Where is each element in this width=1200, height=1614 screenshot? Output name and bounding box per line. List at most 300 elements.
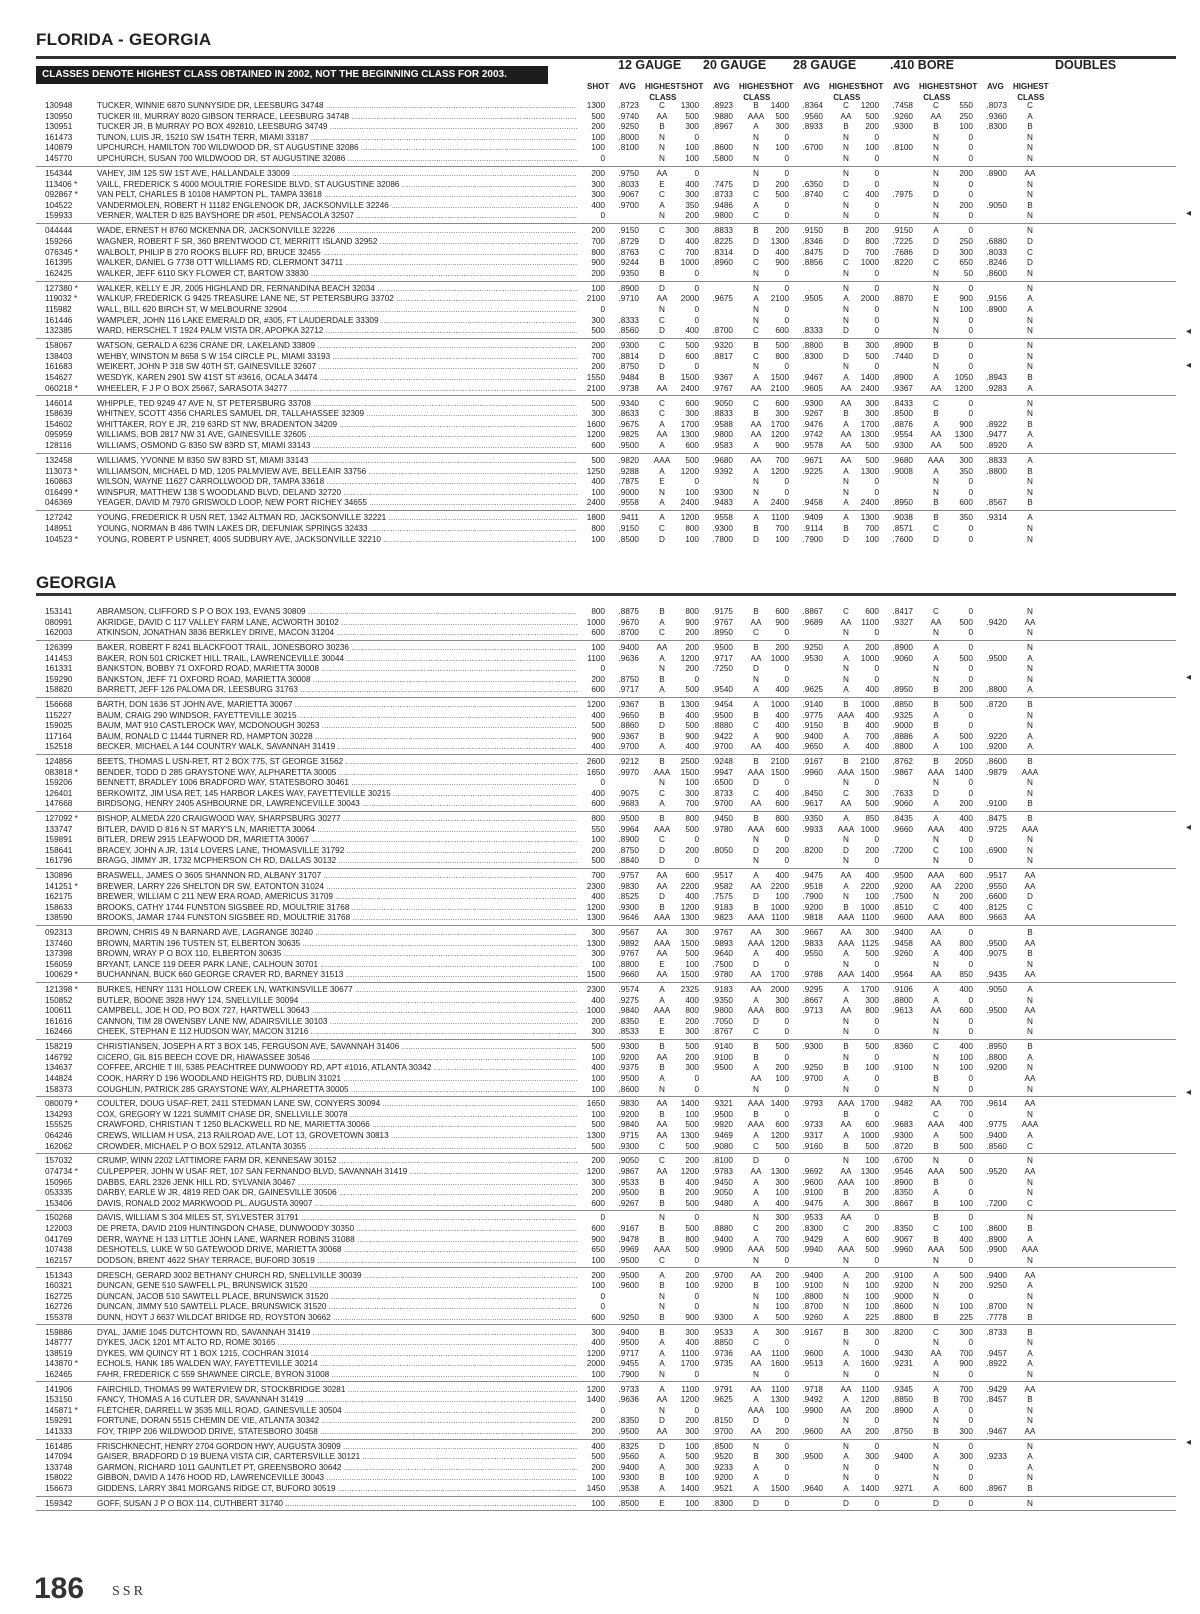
shot-count: 225	[865, 1312, 879, 1322]
shooter-row	[0, 1281, 1200, 1291]
shot-count: 0	[784, 1084, 789, 1094]
shot-count: 2200	[954, 881, 973, 891]
average: .9675	[712, 294, 733, 304]
average: .8867	[802, 607, 823, 616]
shot-count: 0	[784, 674, 789, 684]
average: .8417	[892, 607, 913, 616]
average: .8900	[892, 373, 913, 382]
shot-count: 700	[959, 1348, 973, 1358]
col-highest-label: HIGHEST	[739, 82, 775, 91]
shot-count: 1300	[680, 430, 699, 440]
average: .9969	[618, 1245, 639, 1255]
highest-class: C	[659, 101, 665, 110]
shot-count: 200	[959, 200, 973, 210]
average: .9500	[618, 1073, 639, 1083]
gauge-heading: 28 GAUGE	[793, 58, 857, 72]
highest-class: B	[1027, 122, 1033, 132]
highest-class: A	[843, 373, 849, 382]
highest-class: B	[659, 1327, 665, 1337]
shot-count: 200	[959, 169, 973, 178]
shot-count: 400	[591, 892, 605, 902]
average: .9483	[712, 498, 733, 508]
highest-class: A	[753, 1327, 759, 1337]
highest-class: AA	[750, 653, 762, 663]
shot-count: 1400	[680, 1483, 699, 1493]
highest-class: N	[933, 959, 939, 969]
average: .8346	[802, 237, 823, 246]
average: .9820	[618, 456, 639, 465]
highest-class: AA	[750, 430, 762, 440]
average: .8800	[892, 742, 913, 752]
average: .9250	[986, 1281, 1007, 1291]
highest-class: N	[753, 268, 759, 278]
shot-count: 0	[784, 1109, 789, 1119]
shooter-name-address: GAISER, BRADFORD D 19 BUENA VISTA CIR, CARTERSVILLE 30121 .....	[97, 1452, 577, 1462]
highest-class: B	[1027, 1483, 1033, 1493]
average: .9060	[892, 799, 913, 809]
shot-count: 300	[865, 409, 879, 419]
shooter-name-address: WHIPPLE, TED 9249 47 AVE N, ST PETERSBURG 33708 .....	[97, 399, 577, 409]
shooter-name-address: WILLIAMS, BOB 2817 NW 31 AVE, GAINESVILLE 32605 .....	[97, 430, 577, 440]
highest-class: AA	[930, 430, 942, 440]
highest-class: C	[659, 398, 665, 408]
average: .8762	[892, 757, 913, 767]
shot-count: 200	[959, 1281, 973, 1291]
shot-count: 1500	[770, 1483, 789, 1493]
highest-class: N	[1027, 1084, 1033, 1094]
shot-count: 0	[874, 1498, 879, 1508]
average: .8750	[618, 674, 639, 684]
shot-count: 0	[874, 1027, 879, 1037]
highest-class: A	[933, 742, 939, 752]
shot-count: 2100	[770, 757, 789, 767]
average: .9940	[802, 1245, 823, 1255]
shooter-row	[0, 1199, 1200, 1209]
average: .8314	[712, 247, 733, 257]
shot-count: 0	[874, 1473, 879, 1483]
highest-class: N	[933, 169, 939, 178]
shot-count: 100	[865, 143, 879, 153]
shot-count: 100	[591, 1281, 605, 1291]
highest-class: AA	[656, 1131, 668, 1140]
shot-count: 0	[784, 305, 789, 314]
highest-class: B	[659, 1234, 665, 1244]
shot-count: 0	[784, 1156, 789, 1166]
shot-count: 0	[874, 268, 879, 278]
average: .9833	[802, 938, 823, 948]
shot-count: 200	[775, 179, 789, 189]
average: .9518	[802, 881, 823, 891]
highest-class: N	[933, 362, 939, 372]
shot-count: 200	[591, 1270, 605, 1280]
average: .9700	[802, 1073, 823, 1083]
member-id: 132385	[45, 326, 73, 336]
average: .9533	[802, 1213, 823, 1223]
highest-class: N	[1027, 607, 1033, 616]
average: .9429	[986, 1384, 1007, 1394]
shot-count: 0	[694, 283, 699, 293]
shot-count: 400	[775, 742, 789, 752]
shooter-row	[0, 1442, 1200, 1452]
average: .8220	[892, 258, 913, 268]
shooter-name-address: GIBBON, DAVID A 1476 HOOD RD, LAWRENCEVILLE 30043 .....	[97, 1473, 577, 1483]
shot-count: 1500	[680, 373, 699, 382]
highest-class: N	[843, 1462, 849, 1472]
average: .6900	[986, 845, 1007, 855]
average: .9350	[712, 995, 733, 1005]
average: .9260	[892, 111, 913, 121]
shot-count: 0	[694, 268, 699, 278]
average: .8950	[712, 628, 733, 638]
highest-class: B	[659, 674, 665, 684]
average: .7200	[892, 845, 913, 855]
member-id: 130950	[45, 111, 73, 121]
average: .9150	[618, 524, 639, 533]
average: .8700	[618, 628, 639, 638]
shot-count: 300	[685, 190, 699, 200]
average: .9733	[802, 1120, 823, 1130]
shot-count: 400	[685, 1177, 699, 1187]
average: .9533	[712, 1327, 733, 1337]
highest-class: A	[659, 513, 665, 523]
shot-count: 2400	[586, 498, 605, 508]
member-id: 159025	[45, 721, 73, 731]
shot-count: 500	[591, 111, 605, 121]
average: .8300	[802, 351, 823, 361]
shot-count: 0	[874, 326, 879, 336]
highest-class: C	[1027, 1198, 1033, 1208]
member-id: 159291	[45, 1416, 73, 1426]
highest-class: A	[659, 1270, 665, 1280]
shot-count: 400	[865, 685, 879, 695]
shot-count: 100	[685, 487, 699, 497]
highest-class: AA	[840, 1120, 852, 1130]
shot-count: 0	[874, 1338, 879, 1348]
highest-class: A	[753, 1312, 759, 1322]
average: .9469	[712, 1131, 733, 1140]
highest-class: D	[933, 534, 939, 544]
average: .9100	[802, 1281, 823, 1291]
shot-count: 0	[874, 315, 879, 325]
shot-count: 100	[685, 143, 699, 153]
shooter-row	[0, 1302, 1200, 1312]
average: .8360	[892, 1042, 913, 1052]
shot-count: 100	[775, 1405, 789, 1415]
shot-count: 0	[784, 200, 789, 210]
average: .9300	[618, 341, 639, 351]
shot-count: 500	[685, 1042, 699, 1052]
shot-count: 1400	[770, 1099, 789, 1109]
shooter-row	[0, 628, 1200, 638]
shot-count: 0	[784, 211, 789, 221]
highest-class: D	[933, 788, 939, 798]
shot-count: 300	[959, 247, 973, 257]
shooter-name-address: BROOKS, JAMAR 1744 FUNSTON SIGSBEE RD, MOULTRIE 31768 .....	[97, 913, 577, 923]
shooter-name-address: DESHOTELS, LUKE W 50 GATEWOOD DRIVE, MARIETTA 30068 .....	[97, 1245, 577, 1255]
highest-class: N	[1027, 409, 1033, 419]
shot-count: 300	[685, 226, 699, 236]
highest-class: A	[753, 1473, 759, 1483]
average: .8100	[712, 1156, 733, 1166]
average: .9429	[802, 1234, 823, 1244]
shot-count: 0	[968, 283, 973, 293]
shot-count: 1700	[770, 970, 789, 980]
average: .9430	[892, 1348, 913, 1358]
shot-count: 300	[591, 179, 605, 189]
average: .9050	[712, 1188, 733, 1198]
highest-class: AA	[656, 1120, 668, 1130]
shot-count: 0	[968, 1291, 973, 1301]
member-id: 132458	[45, 456, 73, 465]
shooter-name-address: WILLIAMS, OSMOND G 8350 SW 83RD ST, MIAMI 33143 .....	[97, 441, 577, 451]
shot-count: 100	[591, 1255, 605, 1265]
highest-class: C	[753, 721, 759, 731]
highest-class: N	[843, 283, 849, 293]
highest-class: N	[1027, 845, 1033, 855]
highest-class: AA	[840, 441, 852, 450]
average: .9411	[619, 513, 639, 523]
highest-class: B	[659, 1224, 665, 1233]
shot-count: 1200	[680, 653, 699, 663]
shot-count: 900	[959, 1359, 973, 1369]
member-id: 162425	[45, 268, 73, 278]
average: .8435	[892, 814, 913, 824]
shooter-row	[0, 1427, 1200, 1437]
average: .8000	[618, 132, 639, 142]
highest-class: C	[753, 1027, 759, 1037]
average: .8900	[618, 835, 639, 845]
average: .9893	[712, 938, 733, 948]
member-id: 144824	[45, 1073, 73, 1083]
member-id: 115982	[45, 305, 72, 314]
average: .9167	[802, 757, 823, 767]
shooter-row	[0, 1452, 1200, 1462]
shot-count: 500	[775, 1312, 789, 1322]
shot-count: 1200	[680, 902, 699, 912]
shot-count: 400	[685, 710, 699, 720]
member-id: 161446	[45, 315, 73, 325]
shot-count: 0	[874, 835, 879, 845]
average: .9500	[986, 938, 1007, 948]
shot-count: 1200	[770, 466, 789, 476]
highest-class: N	[933, 1027, 939, 1037]
average: .9500	[712, 710, 733, 720]
shooter-row	[0, 711, 1200, 721]
shooter-row	[0, 778, 1200, 788]
average: .9625	[802, 685, 823, 695]
margin-mark: ◂	[1186, 672, 1192, 683]
shooter-row	[0, 420, 1200, 430]
shot-count: 1300	[860, 466, 879, 476]
shooter-name-address: BITLER, DREW 2915 LEAFWOOD DR, MARIETTA 30067 .....	[97, 835, 577, 845]
highest-class: A	[933, 1384, 939, 1394]
group-divider	[36, 1267, 1176, 1268]
shot-count: 200	[591, 169, 605, 178]
shooter-name-address: DUNCAN, JACOB 510 SAWTELL PLACE, BRUNSWICK 31520 .....	[97, 1292, 577, 1302]
highest-class: N	[1027, 1188, 1033, 1198]
member-id: 133748	[45, 1462, 73, 1472]
shooter-name-address: CHEEK, STEPHAN E 112 HUDSON WAY, MACON 31216 .....	[97, 1027, 577, 1037]
highest-class: AAA	[653, 456, 671, 465]
highest-class: A	[843, 653, 849, 663]
shot-count: 0	[784, 1441, 789, 1451]
shooter-row	[0, 1463, 1200, 1473]
highest-class: AA	[930, 383, 942, 393]
member-id: 155525	[45, 1120, 73, 1130]
shot-count: 0	[968, 788, 973, 798]
shot-count: 100	[775, 1188, 789, 1198]
highest-class: N	[933, 778, 939, 788]
highest-class: AAA	[837, 1245, 855, 1255]
highest-class: N	[659, 211, 665, 221]
shooter-row	[0, 1313, 1200, 1323]
shot-count: 1700	[770, 419, 789, 429]
highest-class: N	[843, 1291, 849, 1301]
shot-count: 600	[685, 871, 699, 881]
highest-class: B	[933, 409, 939, 419]
highest-class: B	[1027, 799, 1033, 809]
average: .7800	[712, 534, 733, 544]
shooter-name-address: TUNON, LUIS JR, 15210 SW 154TH TERR, MIAMI 33187 .....	[97, 133, 577, 143]
member-id: 141251 *	[45, 881, 78, 891]
highest-class: B	[1027, 700, 1033, 709]
highest-class: AA	[656, 1052, 668, 1062]
average: .9578	[802, 441, 823, 450]
col-highest-heading	[829, 81, 865, 103]
average: .8600	[986, 1224, 1007, 1233]
shot-count: 100	[591, 1073, 605, 1083]
class-notice-banner: CLASSES DENOTE HIGHEST CLASS OBTAINED IN 2002, NOT THE BEGINNING CLASS FOR 2003.	[36, 66, 548, 84]
shot-count: 1700	[680, 1359, 699, 1369]
highest-class: A	[1027, 383, 1033, 393]
highest-class: B	[933, 1312, 939, 1322]
highest-class: N	[1027, 1441, 1033, 1451]
shooter-name-address: CROWDER, MICHAEL P O BOX 52912, ATLANTA 30355 .....	[97, 1142, 577, 1152]
highest-class: AAA	[837, 710, 855, 720]
member-id: 083818 *	[45, 767, 78, 777]
shot-count: 900	[959, 419, 973, 429]
average: .7875	[618, 477, 639, 487]
average: .9200	[892, 1281, 913, 1291]
member-id: 158373	[45, 1084, 73, 1094]
highest-class: A	[753, 441, 759, 450]
average: .9314	[986, 513, 1007, 523]
average: .9517	[986, 871, 1007, 881]
member-id: 147094	[45, 1452, 73, 1462]
average: .8900	[986, 1234, 1007, 1244]
highest-class: N	[843, 778, 849, 788]
shot-count: 500	[959, 1245, 973, 1255]
shot-count: 100	[775, 1291, 789, 1301]
average: .8350	[618, 1016, 639, 1026]
highest-class: AA	[840, 1405, 852, 1415]
highest-class: C	[933, 1224, 939, 1233]
highest-class: B	[1027, 1312, 1033, 1322]
shot-count: 400	[865, 721, 879, 731]
shooter-row	[0, 143, 1200, 153]
highest-class: N	[933, 835, 939, 845]
shooter-name-address: COOK, HARRY D 196 WOODLAND HEIGHTS RD, DUBLIN 31021 .....	[97, 1074, 577, 1084]
average: .8850	[892, 700, 913, 709]
shooter-name-address: DAVIS, WILLIAM S 304 MILES ST, SYLVESTER 31791 .....	[97, 1213, 577, 1223]
page-number: 186	[34, 1572, 85, 1605]
shot-count: 500	[591, 721, 605, 731]
average: .8967	[986, 1483, 1007, 1493]
highest-class: AA	[1024, 881, 1036, 891]
shot-count: 600	[591, 799, 605, 809]
shot-count: 600	[775, 1120, 789, 1130]
average: .8667	[802, 995, 823, 1005]
shot-count: 1200	[770, 430, 789, 440]
average: .8225	[712, 237, 733, 246]
highest-class: B	[843, 1141, 849, 1151]
shooter-name-address: BANKSTON, JEFF 71 OXFORD ROAD, MARIETTA 30008 .....	[97, 675, 577, 685]
shot-count: 1400	[860, 1483, 879, 1493]
highest-class: A	[933, 985, 939, 995]
highest-class: N	[753, 1291, 759, 1301]
average: .8800	[892, 1312, 913, 1322]
highest-class: N	[843, 154, 849, 163]
average: .9646	[618, 913, 639, 923]
shooter-name-address: WAMPLER, JOHN 116 LAKE EMERALD DR, #305, FT LAUDERDALE 33309 .....	[97, 316, 577, 326]
highest-class: AAA	[653, 913, 671, 923]
average: .9725	[986, 824, 1007, 834]
highest-class: A	[933, 731, 939, 741]
shot-count: 2000	[586, 1359, 605, 1369]
average: .8767	[712, 1027, 733, 1037]
average: .9613	[892, 1006, 913, 1016]
shot-count: 1400	[770, 101, 789, 110]
shot-count: 550	[959, 101, 973, 110]
shooter-name-address: FAIRCHILD, THOMAS 99 WATERVIEW DR, STOCKBRIDGE 30281 .....	[97, 1385, 577, 1395]
highest-class: B	[933, 1213, 939, 1223]
member-id: 074734 *	[45, 1166, 78, 1176]
shooter-row	[0, 226, 1200, 236]
shot-count: 600	[591, 1312, 605, 1322]
col-highest-heading	[1013, 81, 1049, 103]
highest-class: A	[843, 949, 849, 959]
member-id: 156668	[45, 700, 73, 709]
highest-class: E	[659, 1027, 665, 1037]
member-id: 016499 *	[45, 487, 78, 497]
highest-class: AA	[840, 1426, 852, 1436]
average: .9683	[618, 799, 639, 809]
average: .7900	[802, 534, 823, 544]
shot-count: 300	[775, 409, 789, 419]
shot-count: 300	[959, 1452, 973, 1462]
shooter-row	[0, 1349, 1200, 1359]
shot-count: 0	[968, 211, 973, 221]
highest-class: AAA	[747, 111, 765, 121]
shot-count: 0	[694, 315, 699, 325]
average: .9960	[802, 767, 823, 777]
average: .9100	[712, 1052, 733, 1062]
shot-count: 0	[600, 211, 605, 221]
shot-count: 400	[591, 742, 605, 752]
highest-class: AA	[656, 1099, 668, 1109]
shot-count: 500	[685, 1452, 699, 1462]
shot-count: 1200	[586, 430, 605, 440]
shot-count: 1400	[860, 970, 879, 980]
shot-count: 2300	[586, 985, 605, 995]
average: .8700	[802, 1302, 823, 1312]
highest-class: A	[843, 1073, 849, 1083]
average: .7900	[618, 1369, 639, 1379]
highest-class: AAA	[747, 938, 765, 948]
shot-count: 1100	[771, 1384, 789, 1394]
highest-class: C	[659, 524, 665, 533]
member-id: 138403	[45, 351, 73, 361]
